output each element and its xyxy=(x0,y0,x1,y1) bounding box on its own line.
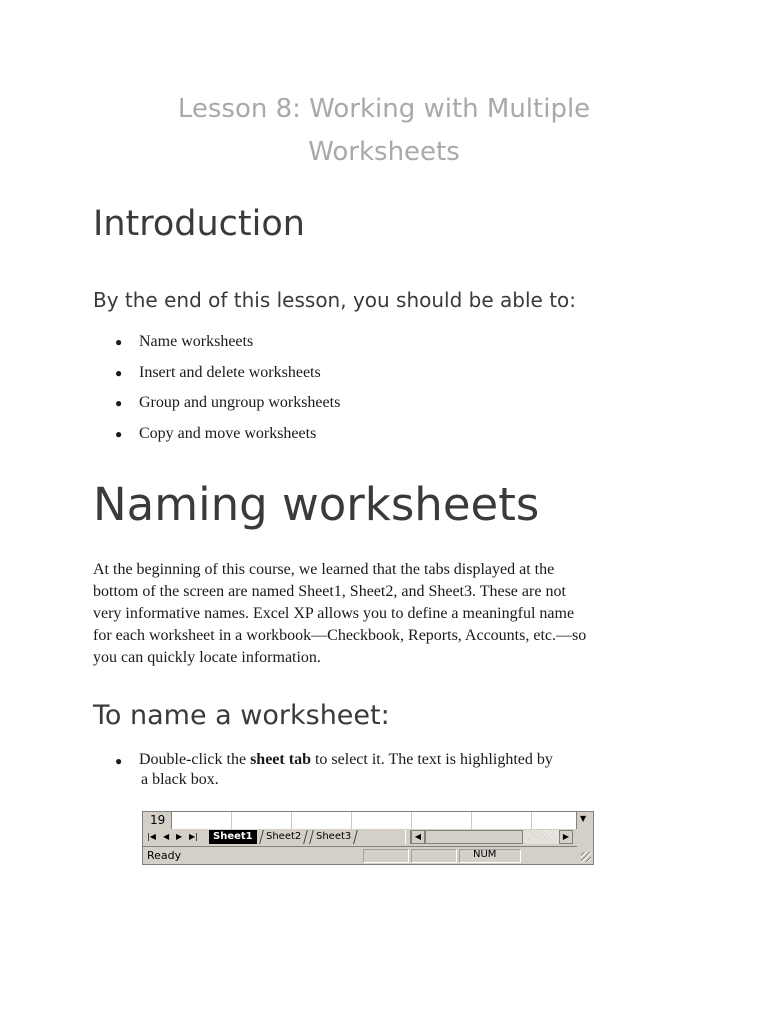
lesson-title-line1: Lesson 8: Working with Multiple xyxy=(177,94,591,124)
vertical-scrollbar[interactable] xyxy=(576,812,593,846)
list-item: ● Copy and move worksheets xyxy=(113,423,340,454)
prev-sheet-icon[interactable]: ◀ xyxy=(163,832,170,841)
status-panel xyxy=(411,849,457,863)
tab-sheet2[interactable]: Sheet2 xyxy=(259,830,308,844)
name-worksheet-subheading: To name a worksheet: xyxy=(93,700,390,731)
tab-sheet1[interactable]: Sheet1 xyxy=(209,830,257,844)
bullet-icon: ● xyxy=(115,396,123,410)
cell xyxy=(471,812,532,829)
introduction-heading: Introduction xyxy=(93,204,305,244)
bullet-icon: ● xyxy=(115,335,123,349)
objectives-list xyxy=(113,331,340,453)
next-sheet-icon[interactable]: ▶ xyxy=(176,832,183,841)
horizontal-scrollbar[interactable] xyxy=(411,830,573,844)
row-header: 19 xyxy=(143,812,172,829)
excel-sheet-tabs-screenshot xyxy=(142,811,594,865)
last-sheet-icon[interactable]: ▶| xyxy=(189,832,198,841)
status-ready: Ready xyxy=(147,849,182,862)
scroll-thumb[interactable] xyxy=(425,830,523,844)
cell xyxy=(231,812,292,829)
cell xyxy=(411,812,472,829)
naming-paragraph: At the beginning of this course, we learned that the tabs displayed at the bottom of the screen are named Sheet1, Sheet2, and Sheet3. These are not very informative names. Excel XP allows you to define a meaningful name for each worksheet in a workbook—Checkbook, Reports, Accounts, etc.—so you can quickly locate information. xyxy=(93,561,587,666)
scroll-right-icon[interactable]: ▶ xyxy=(559,830,573,844)
worksheet-row xyxy=(143,812,593,830)
sheet-tab-bar xyxy=(143,829,577,847)
naming-heading: Naming worksheets xyxy=(93,478,540,531)
scroll-down-icon[interactable]: ▼ xyxy=(580,814,587,823)
status-bar xyxy=(143,847,593,864)
status-num: NUM xyxy=(473,849,497,860)
first-sheet-icon[interactable]: |◀ xyxy=(147,832,156,841)
list-item: ● Group and ungroup worksheets xyxy=(113,392,340,423)
cell xyxy=(291,812,352,829)
bullet-icon: ● xyxy=(115,365,123,380)
lesson-title xyxy=(100,88,668,174)
list-item: ● Name worksheets xyxy=(113,331,340,362)
lesson-title-line2: Worksheets xyxy=(308,137,460,167)
cell xyxy=(351,812,412,829)
bullet-icon: ● xyxy=(115,754,123,768)
status-panel xyxy=(363,849,409,863)
cell xyxy=(171,812,232,829)
scroll-left-icon[interactable]: ◀ xyxy=(411,830,425,844)
tab-sheet3[interactable]: Sheet3 xyxy=(309,830,358,844)
step-item: ● Double-click the sheet tab to select it. The text is highlighted by a black box. xyxy=(115,751,553,788)
bullet-icon: ● xyxy=(115,426,123,441)
resize-grip-icon[interactable] xyxy=(581,852,591,862)
introduction-lead: By the end of this lesson, you should be able to: xyxy=(93,288,577,312)
list-item: ● Insert and delete worksheets xyxy=(113,362,340,393)
sheet-tab-term: sheet tab xyxy=(250,751,311,768)
